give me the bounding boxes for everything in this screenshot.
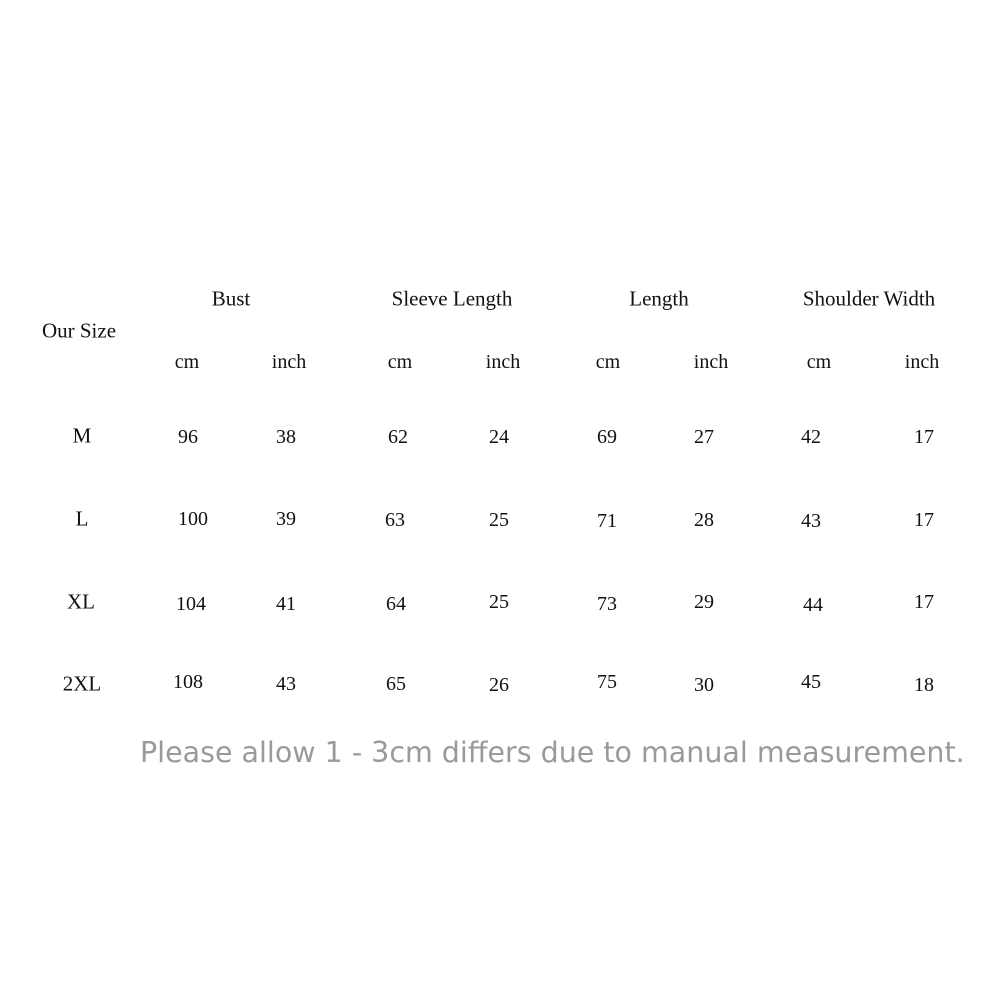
bust-cm-header: cm (174, 351, 200, 373)
size-label-m: M (72, 423, 92, 448)
table-cell: 43 (801, 510, 821, 532)
table-cell: 30 (694, 674, 714, 696)
table-cell: 45 (801, 671, 821, 693)
size-label-xl: XL (67, 589, 95, 614)
table-cell: 104 (176, 593, 206, 615)
table-cell: 108 (173, 671, 203, 693)
table-cell: 28 (694, 509, 714, 531)
shoulder-inch-header: inch (904, 351, 940, 373)
table-cell: 44 (803, 594, 823, 616)
bust-inch-header: inch (271, 351, 307, 373)
table-cell: 42 (801, 426, 821, 448)
table-cell: 63 (385, 509, 405, 531)
length-header: Length (629, 286, 689, 311)
table-cell: 96 (178, 426, 198, 448)
sleeve-cm-header: cm (387, 351, 413, 373)
table-cell: 39 (276, 508, 296, 530)
bust-header: Bust (211, 286, 251, 311)
table-cell: 24 (489, 426, 509, 448)
table-cell: 69 (597, 426, 617, 448)
measurement-note: Please allow 1 - 3cm differs due to manual measurement. (140, 736, 965, 769)
table-cell: 25 (489, 591, 509, 613)
sleeve-inch-header: inch (485, 351, 521, 373)
table-cell: 29 (694, 591, 714, 613)
table-cell: 17 (914, 509, 934, 531)
table-cell: 65 (386, 673, 406, 695)
table-cell: 18 (914, 674, 934, 696)
table-cell: 73 (597, 593, 617, 615)
table-cell: 100 (178, 508, 208, 530)
table-cell: 27 (694, 426, 714, 448)
size-label-l: L (75, 506, 89, 531)
table-cell: 25 (489, 509, 509, 531)
table-cell: 71 (597, 510, 617, 532)
sleeve-length-header: Sleeve Length (391, 286, 513, 311)
table-cell: 62 (388, 426, 408, 448)
table-cell: 26 (489, 674, 509, 696)
length-inch-header: inch (693, 351, 729, 373)
table-cell: 17 (914, 591, 934, 613)
table-cell: 17 (914, 426, 934, 448)
shoulder-cm-header: cm (806, 351, 832, 373)
table-cell: 38 (276, 426, 296, 448)
table-cell: 41 (276, 593, 296, 615)
shoulder-width-header: Shoulder Width (802, 286, 936, 311)
table-cell: 43 (276, 673, 296, 695)
table-cell: 75 (597, 671, 617, 693)
length-cm-header: cm (595, 351, 621, 373)
size-label-2xl: 2XL (62, 671, 102, 696)
table-cell: 64 (386, 593, 406, 615)
our-size-header: Our Size (41, 318, 117, 343)
